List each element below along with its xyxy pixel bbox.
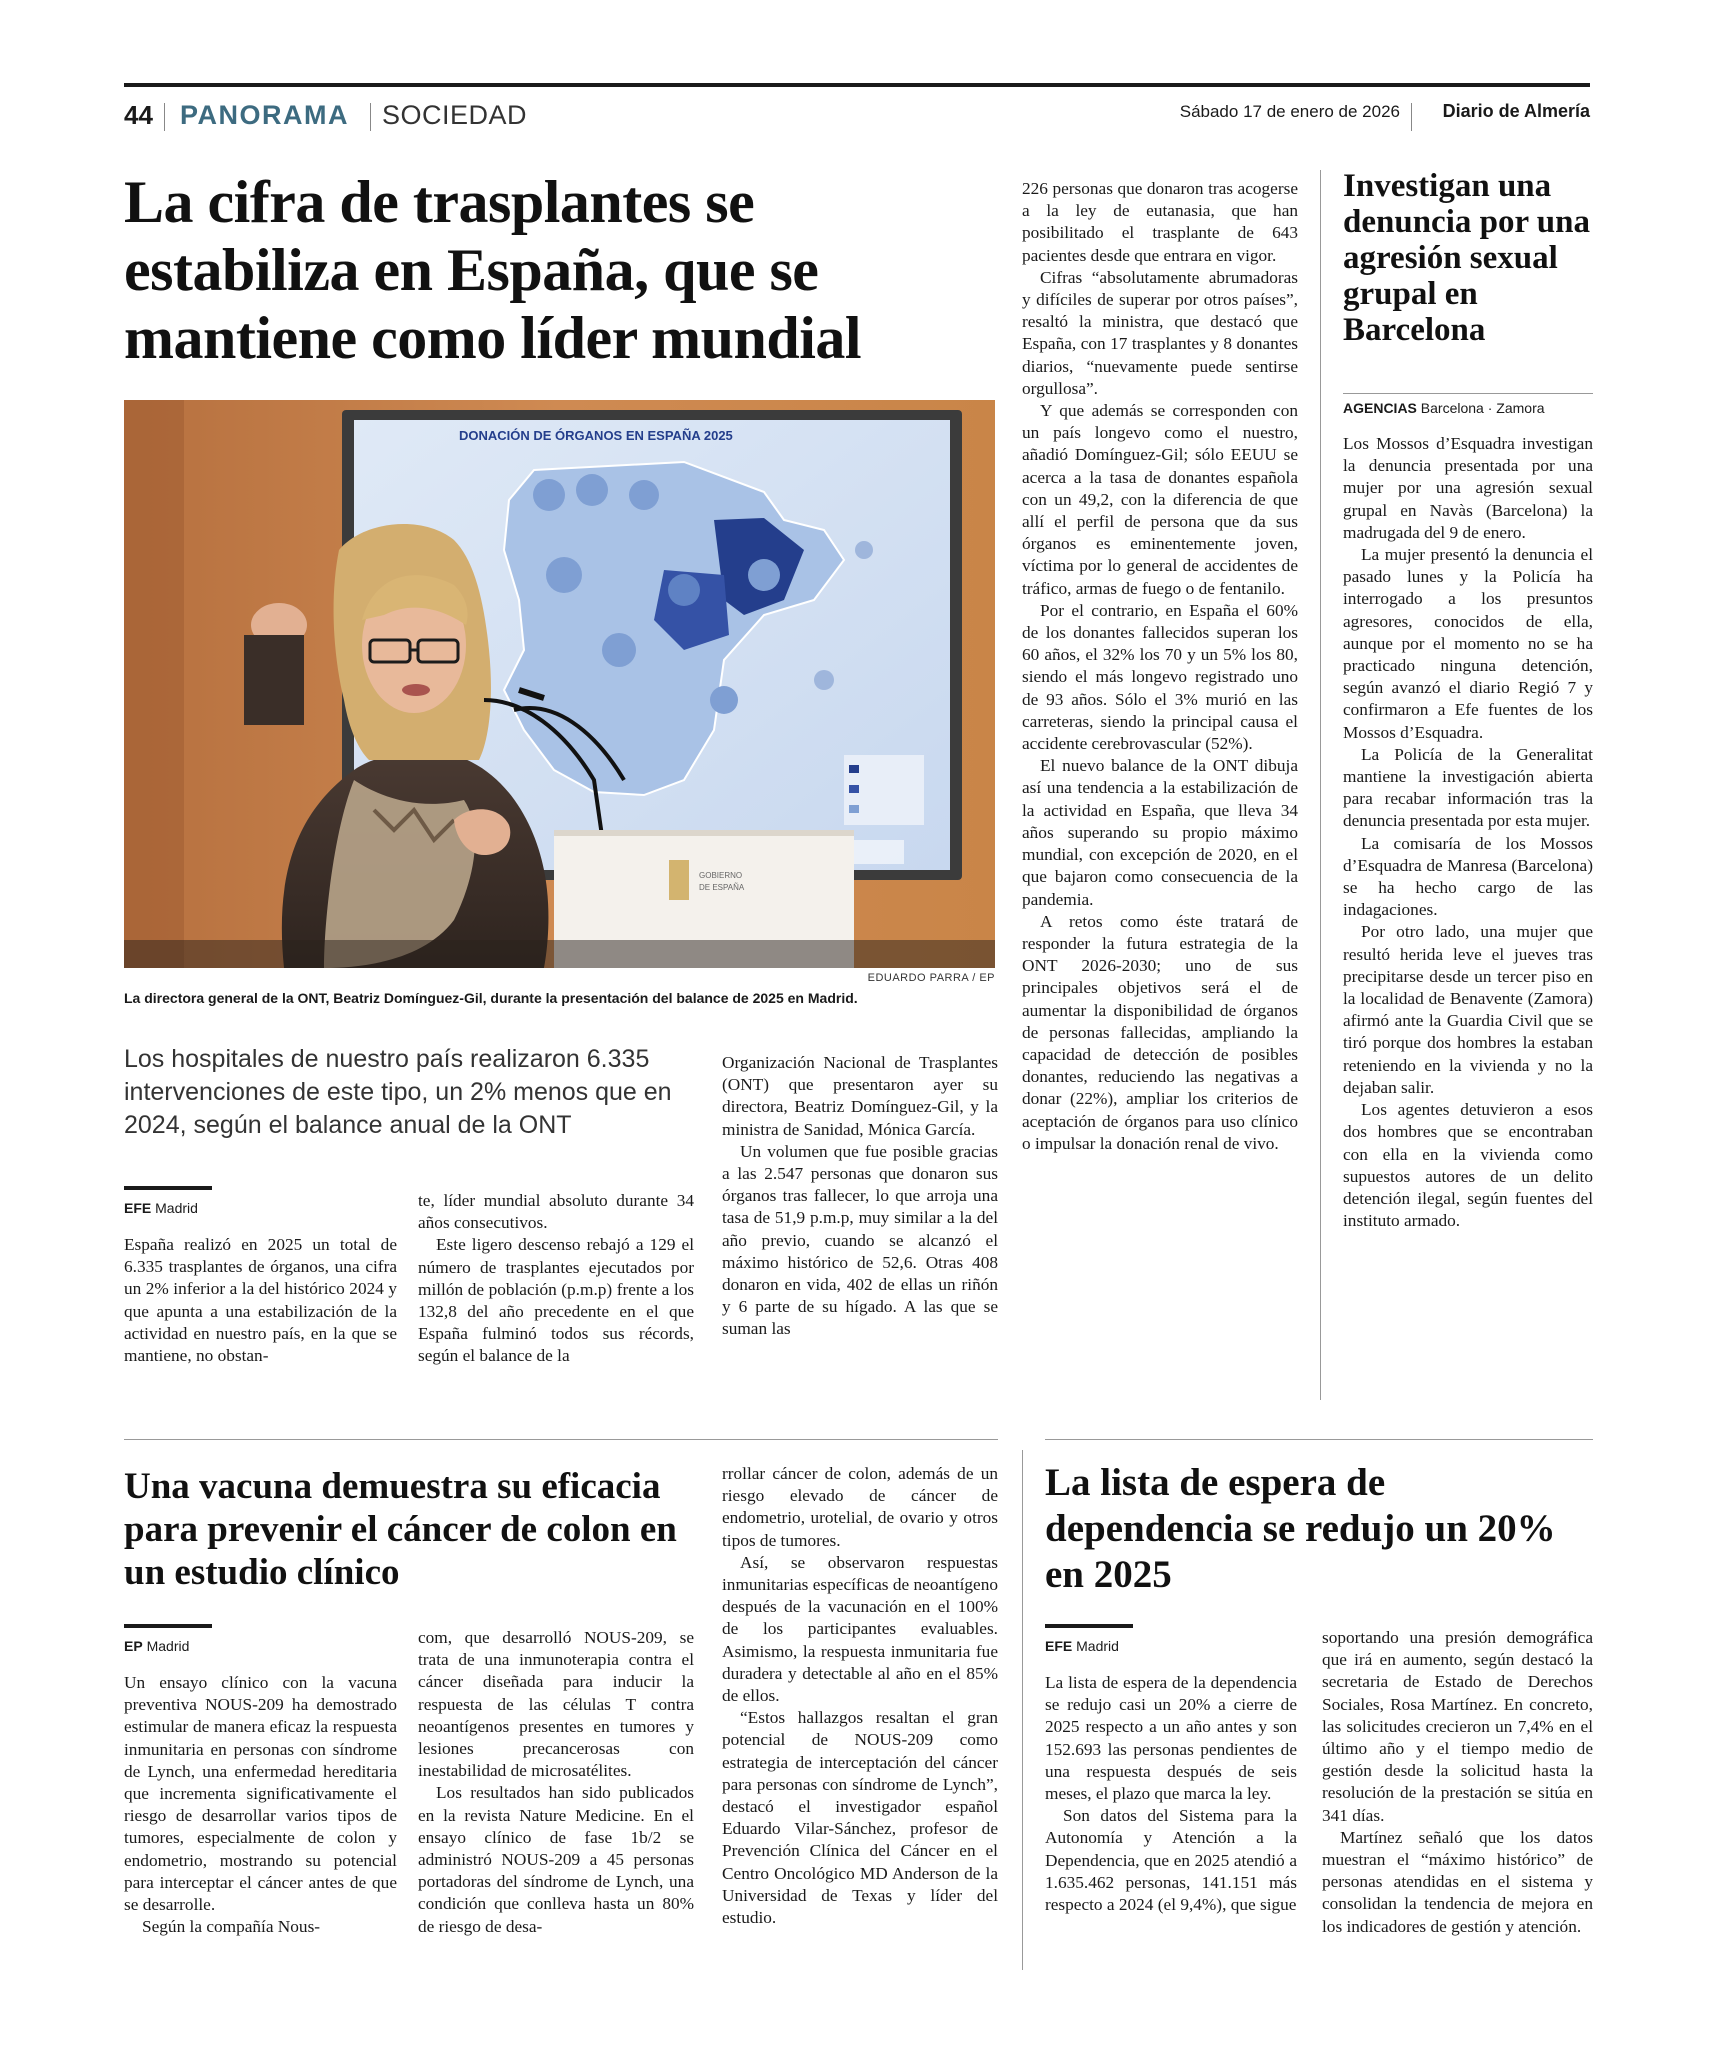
article-column <box>1322 1627 1593 1938</box>
subsection-name: SOCIEDAD <box>382 100 528 130</box>
photo-illustration <box>124 400 995 968</box>
article-column <box>418 1190 694 1368</box>
paragraph: La mujer presentó la denuncia el pasado lunes y la Policía ha interrogado a los presuntos agresores, conocidos de ella, aunque por el momento no se ha practicado ninguna detención, según avanzó el diario Regió 7 y confirmaron a Efe fuentes de los Mossos d’Esquadra. <box>1343 545 1593 742</box>
paragraph: te, líder mundial absoluto durante 34 años consecutivos. <box>418 1191 694 1233</box>
paragraph: Así, se observaron respuestas inmunitarias específicas de neoantígeno después de la vacunación en el 100% de los participantes evaluables. Asimismo, la respuesta inmunitaria fue duradera y detectable al año en el 85% de ellos. <box>722 1552 998 1706</box>
article-column <box>124 1672 397 1938</box>
paragraph: Este ligero descenso rebajó a 129 el número de trasplantes ejecutados por millón de población (p.m.p) frente a los 132,8 del año precedente en el que España fulminó todos sus récords, según el balance de la <box>418 1235 694 1366</box>
header-divider <box>370 103 371 131</box>
top-rule <box>124 83 1590 87</box>
newspaper-name: Diario de Almería <box>1442 101 1590 121</box>
paragraph: Los agentes detuvieron a esos dos hombres que se encontraban con ella en la vivienda como supuestos autores de un delito detención ilegal, según fuentes del instituto armado. <box>1343 1100 1593 1231</box>
photo-credit: EDUARDO PARRA / EP <box>867 972 995 984</box>
header-divider <box>164 103 165 131</box>
screen-title: DONACIÓN DE ÓRGANOS EN ESPAÑA 2025 <box>459 428 733 443</box>
section-divider <box>1045 1439 1593 1440</box>
article-column <box>418 1627 694 1938</box>
article-column <box>1045 1672 1297 1916</box>
paragraph: Y que además se corresponden con un país longevo como el nuestro, añadió Domínguez-Gil; sólo EEUU se acerca a la tasa de donantes española con un 49,2, con la diferencia de que allí el perfil de persona que da sus órganos es eminentemente joven, víctima por lo general de accidentes de tráfico, armas de fuego o de fentanilo. <box>1022 401 1298 598</box>
byline-agency: EFE <box>1045 1638 1073 1654</box>
paragraph: Los resultados han sido publicados en la revista Nature Medicine. En el ensayo clínico de fase 1b/2 se administró NOUS-209 a 45 personas portadoras del síndrome de Lynch, una condición que conlleva hasta un 80% de riesgo de desa- <box>418 1783 694 1936</box>
byline <box>124 1200 198 1216</box>
side-headline: Investigan una denuncia por una agresión sexual grupal en Barcelona <box>1343 168 1590 348</box>
byline <box>124 1638 189 1654</box>
paragraph: Un ensayo clínico con la vacuna preventiva NOUS-209 ha demostrado estimular de manera eficaz la respuesta inmunitaria en personas con síndrome de Lynch, una enfermedad hereditaria que incrementa significativamente el riesgo de desarrollar varios tipos de tumores, especialmente de colon y endometrio, mostrando su potencial para interceptar el cáncer antes de que se desarrolle. <box>124 1673 397 1915</box>
issue-date: Sábado 17 de enero de 2026 <box>1179 102 1400 121</box>
paragraph: España realizó en 2025 un total de 6.335 trasplantes de órganos, una cifra un 2% inferior a la del histórico 2024 y que apunta a una estabilización de la actividad en nuestro país, en la que se mantiene, no obstan- <box>124 1235 397 1366</box>
byline <box>1343 400 1545 416</box>
paragraph: Son datos del Sistema para la Autonomía y Atención a la Dependencia, que en 2025 atendió a 1.635.462 personas, 141.151 más respecto a 2024 (el 9,4%), que sigue <box>1045 1806 1297 1915</box>
paragraph: La Policía de la Generalitat mantiene la investigación abierta para recabar información tras la denuncia presentada por esta mujer. <box>1343 744 1593 831</box>
article-column <box>722 1052 998 1341</box>
paragraph: La lista de espera de la dependencia se redujo casi un 20% a cierre de 2025 respecto a un año antes y son 152.693 las personas pendientes de una respuesta después de seis meses, el plazo que marca la ley. <box>1045 1673 1297 1804</box>
article-column <box>124 1234 397 1367</box>
article-photo <box>124 400 995 968</box>
paragraph: La comisaría de los Mossos d’Esquadra de Manresa (Barcelona) se ha hecho cargo de las indagaciones. <box>1343 833 1593 920</box>
column-divider <box>1022 1450 1023 1970</box>
paragraph: Por el contrario, en España el 60% de los donantes fallecidos superan los 60 años, el 32% los 70 y un 5% los 80, siendo el más longevo registrado uno de 93 años. Sólo el 3% murió en las carreteras, siendo la principal causa el accidente cerebrovascular (52%). <box>1022 600 1298 754</box>
paragraph: soportando una presión demográfica que irá en aumento, según destacó la secretaria de Estado de Derechos Sociales, Rosa Martínez. En concreto, las solicitudes crecieron un 7,4% en el último año y el tiempo medio de gestión desde la solicitud hasta la resolución de la prestación se sitúa en 341 días. <box>1322 1628 1593 1825</box>
side-rule <box>1343 393 1593 394</box>
section-name: PANORAMA <box>180 100 349 130</box>
byline-location: Madrid <box>155 1200 198 1216</box>
page-number: 44 <box>124 100 153 130</box>
section-divider <box>124 1439 998 1440</box>
paragraph: Por otro lado, una mujer que resultó herida leve el jueves tras precipitarse desde un tercer piso en la localidad de Benavente (Zamora) afirmó ante la Guardia Civil que se tiró porque dos hombres la estaban reteniendo en la vivienda y no la dejaban salir. <box>1343 922 1593 1097</box>
paragraph: “Estos hallazgos resaltan el gran potencial de NOUS-209 como estrategia de interceptación del cáncer para personas con síndrome de Lynch”, destacó el investigador español Eduardo Vilar-Sánchez, profesor de Prevención Clínica del Cáncer en el Centro Oncológico MD Anderson de la Universidad de Texas y líder del estudio. <box>722 1708 998 1928</box>
paragraph: Cifras “absolutamente abrumadoras y difíciles de superar por otros países”, resaltó la ministra, que destacó que España, con 17 trasplantes y 8 donantes diarios, “nuevamente puede sentirse orgullosa”. <box>1022 267 1298 398</box>
paragraph: rrollar cáncer de colon, además de un riesgo elevado de cáncer de endometrio, urotelial, de ovario y otros tipos de tumores. <box>722 1464 998 1550</box>
paragraph: com, que desarrolló NOUS-209, se trata de una inmunoterapia contra el cáncer diseñada para inducir la respuesta de las células T contra neoantígenos presentes en tumores y lesiones precancerosas con inestabilidad de microsatélites. <box>418 1628 694 1781</box>
paragraph: Según la compañía Nous- <box>142 1917 321 1937</box>
paragraph: Organización Nacional de Trasplantes (ONT) que presentaron ayer su directora, Beatriz Domínguez-Gil, y la ministra de Sanidad, Mónica García. <box>722 1053 998 1139</box>
article-column <box>722 1463 998 1929</box>
byline-bar <box>124 1624 212 1628</box>
byline <box>1045 1638 1119 1654</box>
byline-bar <box>124 1186 212 1190</box>
paragraph: A retos como éste tratará de responder la futura estrategia de la ONT 2026-2030; uno de sus principales objetivos será el de aumentar la disponibilidad de órganos de personas fallecidas, ampliando la capacidad de detección de posibles donantes, reduciendo las negativas a donar (22%), ampliar los criterios de aceptación de órganos para uso clínico o impulsar la donación renal de vivo. <box>1022 911 1298 1153</box>
photo-caption: La directora general de la ONT, Beatriz Domínguez-Gil, durante la presentación del balance de 2025 en Madrid. <box>124 990 858 1006</box>
vaccine-headline: Una vacuna demuestra su eficacia para prevenir el cáncer de colon en un estudio clínico <box>124 1466 677 1593</box>
svg-text:DE ESPAÑA: DE ESPAÑA <box>699 883 745 892</box>
paragraph: Un volumen que fue posible gracias a las 2.547 personas que donaron sus órganos tras fallecer, lo que arroja una tasa de 51,9 p.m.p, muy similar a la del año previo, cuando se alcanzó el máximo histórico de 52,6. Otras 408 donaron en vida, 402 de ellas un riñón y 6 parte de su hígado. A las que se suman las <box>722 1141 998 1339</box>
byline-location: Madrid <box>1076 1638 1119 1654</box>
byline-bar <box>1045 1624 1133 1628</box>
svg-text:GOBIERNO: GOBIERNO <box>699 871 743 880</box>
paragraph: El nuevo balance de la ONT dibuja así una tendencia a la estabilización de la actividad en España, que lleva 34 años superando su propio máximo mundial, con excepción de 2020, en el que bajaron como consecuencia de la pandemia. <box>1022 756 1298 909</box>
paragraph: 226 personas que donaron tras acogerse a la ley de eutanasia, que han posibilitado el trasplante de 643 pacientes desde que entrara en vigor. <box>1022 179 1298 265</box>
paragraph: Los Mossos d’Esquadra investigan la denuncia presentada por una mujer por una agresión sexual grupal en Navàs (Barcelona) la madrugada del 9 de enero. <box>1343 434 1593 542</box>
column-divider <box>1320 170 1321 1400</box>
page-header <box>124 96 1590 136</box>
byline-agency: AGENCIAS <box>1343 400 1417 416</box>
article-column <box>1022 178 1298 1155</box>
paragraph: Martínez señaló que los datos muestran el “máximo histórico” de personas atendidas en el sistema y consolidan la tendencia de mejora en los indicadores de gestión y atención. <box>1322 1827 1593 1936</box>
waitlist-headline: La lista de espera de dependencia se redujo un 20% en 2025 <box>1045 1461 1556 1596</box>
byline-location: Madrid <box>146 1638 190 1654</box>
byline-agency: EP <box>124 1638 143 1654</box>
header-divider <box>1411 103 1412 131</box>
article-column <box>1343 433 1593 1232</box>
byline-agency: EFE <box>124 1200 152 1216</box>
main-headline: La cifra de trasplantes se estabiliza en España, que se mantiene como líder mundial <box>124 169 862 371</box>
byline-location: Barcelona · Zamora <box>1420 400 1545 416</box>
article-subhead: Los hospitales de nuestro país realizaron 6.335 intervenciones de este tipo, un 2% menos que en 2024, según el balance anual de la ONT <box>124 1045 672 1139</box>
